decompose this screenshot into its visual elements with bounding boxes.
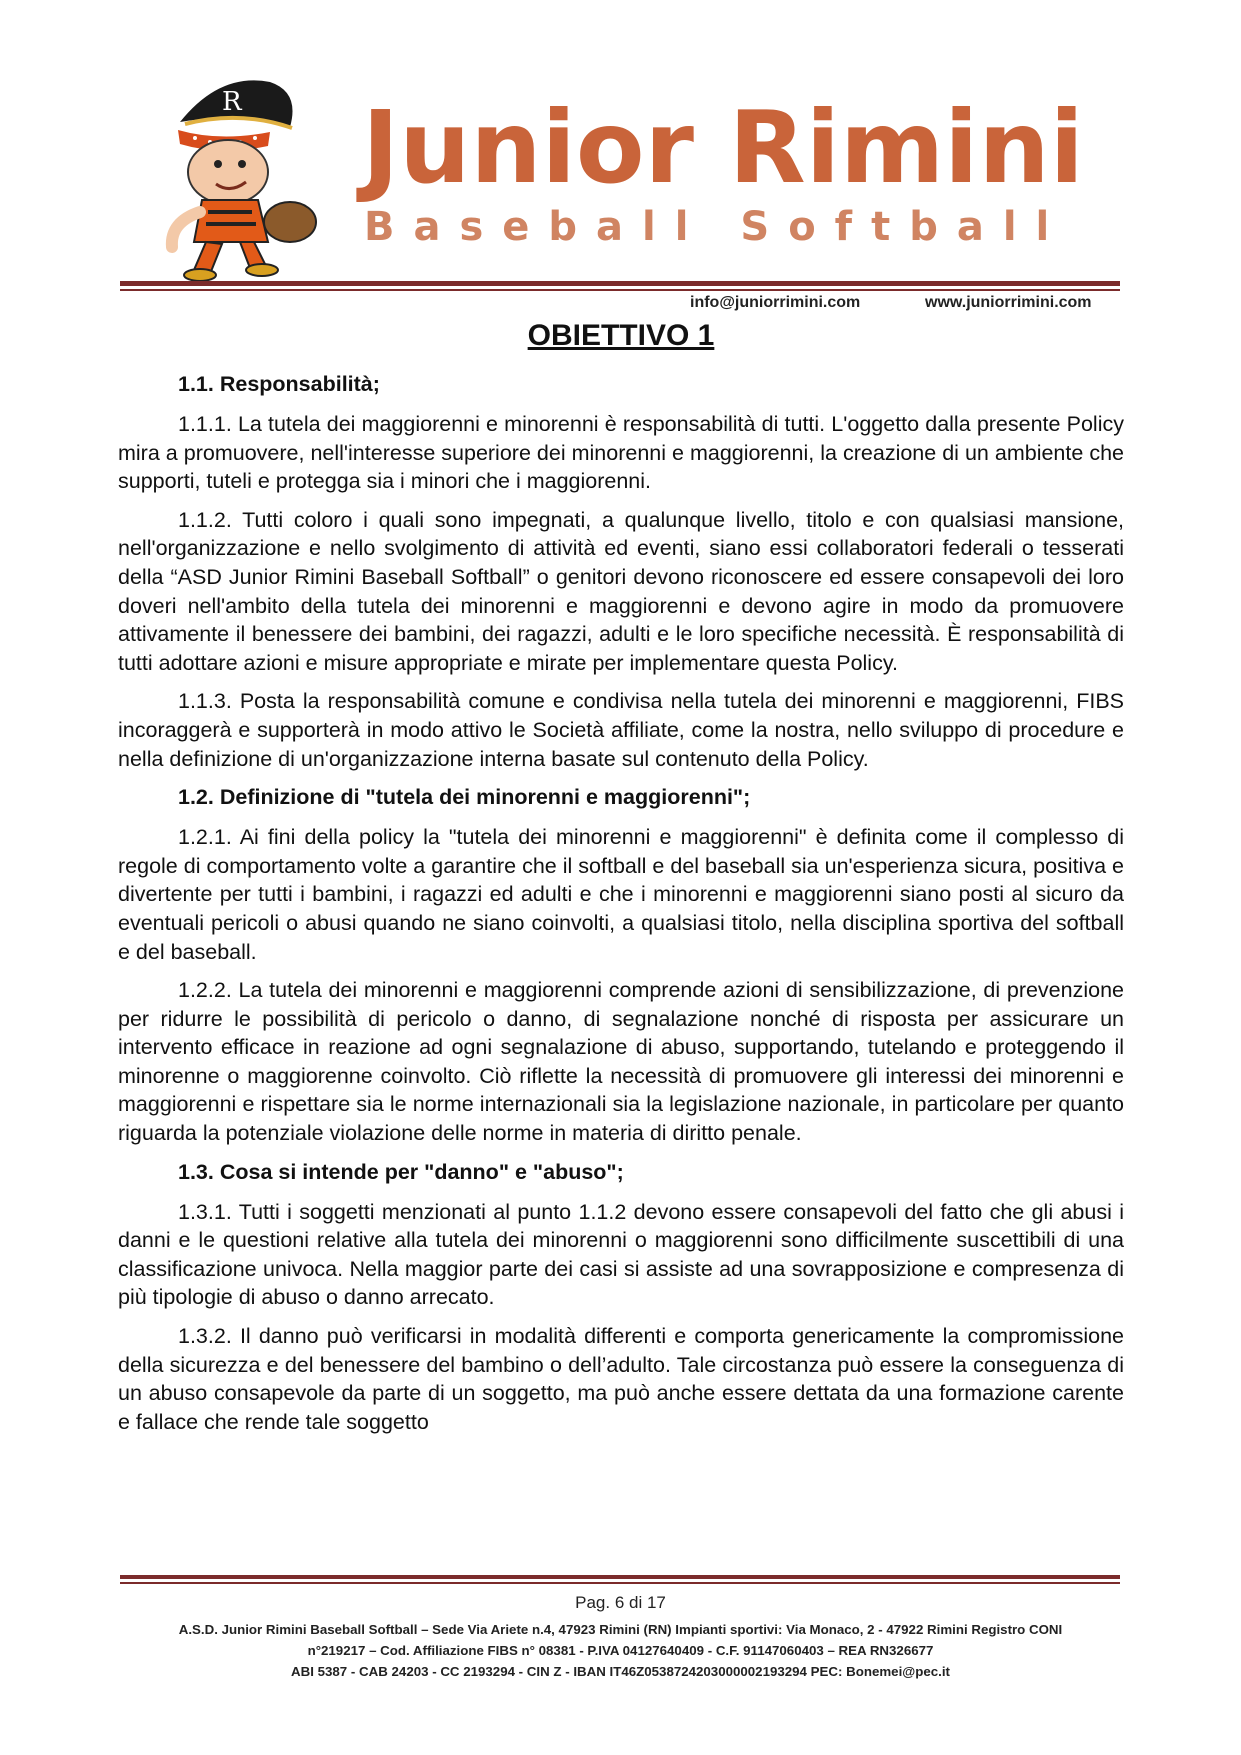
footer-bank-line: ABI 5387 - CAB 24203 - CC 2193294 - CIN Z - IBAN IT46Z0538724203000002193294 PEC: Bonemei@pec.it xyxy=(291,1664,950,1679)
contact-website: www.juniorrimini.com xyxy=(925,294,1092,311)
brand-subtitle: Baseball Softball xyxy=(364,204,1069,250)
footer-address-line: A.S.D. Junior Rimini Baseball Softball – Sede Via Ariete n.4, 47923 Rimini (RN) Impianti sportivi: Via Monaco, 2 - 47922 Rimini Registro CONI xyxy=(178,1622,1063,1637)
header-divider-thin xyxy=(120,289,1120,291)
section-heading-1-2: 1.2. Definizione di "tutela dei minorenni e maggiorenni"; xyxy=(178,785,751,810)
section-heading-1-1: 1.1. Responsabilità; xyxy=(178,372,380,396)
footer-divider xyxy=(120,1575,1120,1579)
paragraph-1-2-1: 1.2.1. Ai fini della policy la "tutela dei minorenni e maggiorenni" è definita come il complesso di regole di comportamento volte a garantire che il softball e del baseball sia un'esperienza sicura, positiva e divertente per tutti i bambini, i ragazzi ed adulti e che i minorenni e maggiorenni siano posti al sicuro da eventuali pericoli o abusi quando ne siano coinvolti, a qualsiasi titolo, nella disciplina sportiva del softball e del baseball. xyxy=(118,825,1124,964)
header-divider xyxy=(120,281,1120,286)
contact-email: info@juniorrimini.com xyxy=(690,294,861,311)
section-heading-1-3: 1.3. Cosa si intende per "danno" e "abuso"; xyxy=(178,1159,624,1184)
letterhead xyxy=(0,0,1241,320)
paragraph-1-3-1: 1.3.1. Tutti i soggetti menzionati al punto 1.1.2 devono essere consapevoli del fatto che gli abusi i danni e le questioni relative alla tutela dei minorenni o maggiorenni sono difficilmente suscettibili di una classificazione univoca. Nella maggior parte dei casi si assiste ad una sovrapposizione e compresenza di più tipologie di abuso o danno arrecato. xyxy=(118,1199,1124,1310)
footer-divider-thin xyxy=(120,1582,1120,1584)
paragraph-1-1-2: 1.1.2. Tutti coloro i quali sono impegnati, a qualunque livello, titolo e con qualsiasi mansione, nell'organizzazione e nello svolgimento di attività ed eventi, siano essi collaboratori federali o tesserati della “ASD Junior Rimini Baseball Softball” o genitori devono riconoscere ed essere consapevoli dei loro doveri nell'ambito della tutela dei minorenni e maggiorenni e devono agire in modo da promuovere attivamente il benessere dei bambini, dei ragazzi, adulti e le loro specifiche necessità. È responsabilità di tutti adottare azioni e misure appropriate e mirate per implementare questa Policy. xyxy=(118,507,1124,675)
brand-title: Junior Rimini xyxy=(362,89,1084,206)
paragraph-1-1-3: 1.1.3. Posta la responsabilità comune e condivisa nella tutela dei minorenni e maggiorenni, FIBS incoraggerà e supporterà in modo attivo le Società affiliate, come la nostra, nello sviluppo di procedure e nella definizione di un'organizzazione interna basate sul contenuto della Policy. xyxy=(118,689,1124,771)
pirate-mascot-logo xyxy=(150,72,330,282)
hat-letter: R xyxy=(222,87,242,117)
footer-registry-line: n°219217 – Cod. Affiliazione FIBS n° 08381 - P.IVA 04127640409 - C.F. 91147060403 – REA RN326677 xyxy=(307,1643,934,1658)
paragraph-1-1-1: 1.1.1. La tutela dei maggiorenni e minorenni è responsabilità di tutti. L'oggetto dalla presente Policy mira a promuovere, nell'interesse superiore dei minorenni e maggiorenni, la creazione di un ambiente che supporti, tuteli e protegga sia i minori che i maggiorenni. xyxy=(118,412,1124,494)
page-number: Pag. 6 di 17 xyxy=(575,1593,666,1612)
paragraph-1-3-2: 1.3.2. Il danno può verificarsi in modalità differenti e comporta genericamente la compromissione della sicurezza e del benessere del bambino o dell’adulto. Tale circostanza può essere la conseguenza di un abuso consapevole da parte di un soggetto, ma può anche essere dettata da una formazione carente e fallace che rende tale soggetto xyxy=(118,1324,1124,1434)
document-title: OBIETTIVO 1 xyxy=(527,319,715,352)
document-body xyxy=(118,316,1124,1446)
paragraph-1-2-2: 1.2.2. La tutela dei minorenni e maggiorenni comprende azioni di sensibilizzazione, di prevenzione per ridurre le possibilità di pericolo o danno, di segnalazione nonché di risposta per assicurare un intervento efficace in reazione ad ogni segnalazione di abuso, supportando, tutelando e proteggendo il minorenne o maggiorenne coinvolto. Ciò riflette la necessità di promuovere gli interessi dei minorenni e maggiorenni e rispettare sia le norme internazionali sia la legislazione nazionale, in particolare per quanto riguarda la potenziale violazione delle norme in materia di diritto penale. xyxy=(118,978,1124,1146)
